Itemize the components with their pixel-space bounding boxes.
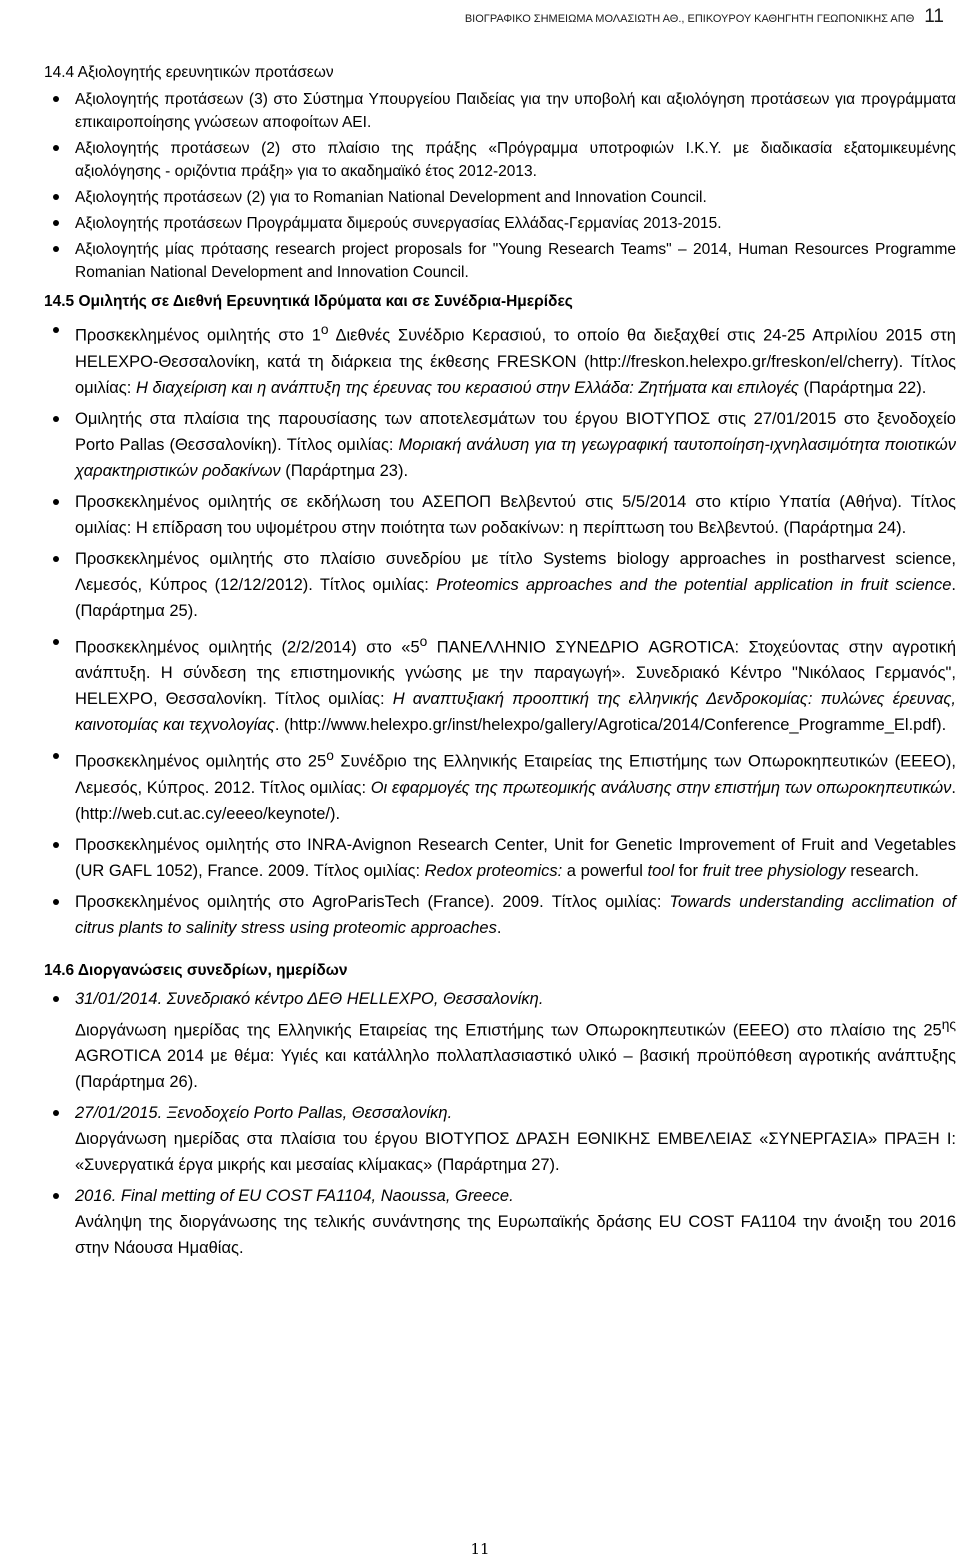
event-date: 27/01/2015. Ξενοδοχείο Porto Pallas, Θεσσαλονίκη. (75, 1104, 453, 1122)
running-header (465, 6, 944, 28)
list-item: Προσκεκλημένος ομιλητής στο INRA-Avignon Research Center, Unit for Genetic Improvement of Fruit and Vegetables (UR GAFL 1052), France. 2009. Τίτλος ομιλίας: Redox proteomics: a powerful tool for fruit tree physiology research. (44, 832, 956, 884)
header-page-number: 11 (924, 6, 944, 27)
list-item: Ομιλητής στα πλαίσια της παρουσίασης των αποτελεσμάτων του έργου ΒΙΟΤΥΠΟΣ στις 27/01/2015 στο ξενοδοχείο Porto Pallas (Θεσσαλονίκη). Τίτλος ομιλίας: Μοριακή ανάλυση για τη γεωγραφική ταυτοποίηση-ιχνηλασιμότητα ποιοτικών χαρακτηριστικών ροδακίνων (Παράρτημα 23). (44, 406, 956, 484)
list-item: 2016. Final metting of EU COST FA1104, Naoussa, Greece. Ανάληψη της διοργάνωσης της τελικής συνάντησης της Ευρωπαϊκής δράσης EU COST FA1104 την άνοιξη του 2016 στην Νάουσα Ημαθίας. (44, 1183, 956, 1261)
list-item: Προσκεκλημένος ομιλητής στο AgroParisTech (France). 2009. Τίτλος ομιλίας: Towards understanding acclimation of citrus plants to salinity stress using proteomic approaches. (44, 889, 956, 941)
event-date: 2016. Final metting of EU COST FA1104, Naoussa, Greece. (75, 1187, 514, 1205)
list-item: Προσκεκλημένος ομιλητής (2/2/2014) στο «$5^o$ ΠΑΝΕΛΛΗΝΙΟ ΣΥΝΕΔΡΙΟ AGROTICA: Στοχεύοντας στην αγροτική ανάπτυξη. Η σύνδεση της επιστημονικής γνώσης με την παραγωγή». Συνεδριακό Κέντρο "Νικόλαος Γερμανός", HELEXPO, Θεσσαλονίκη. Τίτλος ομιλίας: Η αναπτυξιακή προοπτική της ελληνικής Δενδροκομίας: πυλώνες έρευνας, καινοτομίας και τεχνολογίας. (http://www.helexpo.gr/inst/helexpo/gallery/Agrotica/2014/Conference_Programme_El.pdf). (44, 629, 956, 739)
list-item: Αξιολογητής προτάσεων Προγράμματα διμερούς συνεργασίας Ελλάδας-Γερμανίας 2013-2015. (44, 212, 956, 235)
talks-list (44, 317, 956, 941)
events-list (44, 986, 956, 1262)
section-heading-14-5: 14.5 Ομιλητής σε Διεθνή Ερευνητικά Ιδρύματα και σε Συνέδρια-Ημερίδες (44, 293, 573, 310)
list-item: Αξιολογητής προτάσεων (2) για το Romanian National Development and Innovation Council. (44, 186, 956, 209)
list-item: Αξιολογητής προτάσεων (2) στο πλαίσιο της πράξης «Πρόγραμμα υποτροφιών Ι.Κ.Υ. με διαδικασία εξατομικευμένης αξιολόγησης - οριζόντια πράξη» για το ακαδημαϊκό έτος 2012-2013. (44, 137, 956, 183)
list-item: Προσκεκλημένος ομιλητής στο πλαίσιο συνεδρίου με τίτλο Systems biology approaches in postharvest science, Λεμεσός, Κύπρος (12/12/2012). Τίτλος ομιλίας: Proteomics approaches and the potential application in fruit science. (Παράρτημα 25). (44, 546, 956, 624)
list-item: Προσκεκλημένος ομιλητής στο $25^o$ Συνέδριο της Ελληνικής Εταιρείας της Επιστήμης των Οπωροκηπευτικών (ΕΕΕΟ), Λεμεσός, Κύπρος. 2012. Τίτλος ομιλίας: Οι εφαρμογές της πρωτεομικής ανάλυσης στην επιστήμη των οπωροκηπευτικών. (http://web.cut.ac.cy/eeeo/keynote/). (44, 743, 956, 827)
list-item: Προσκεκλημένος ομιλητής στο $1^o$ Διεθνές Συνέδριο Κερασιού, το οποίο θα διεξαχθεί στις 24-25 Απριλίου 2015 στη HELEXPO-Θεσσαλονίκη, κατά τη διάρκεια της έκθεσης FRESKON (http://freskon.helexpo.gr/freskon/el/cherry). Τίτλος ομιλίας: Η διαχείριση και η ανάπτυξη της έρευνας του κερασιού στην Ελλάδα: Ζητήματα και επιλογές (Παράρτημα 22). (44, 317, 956, 401)
reviewer-list (44, 88, 956, 284)
list-item: Αξιολογητής προτάσεων (3) στο Σύστημα Υπουργείου Παιδείας για την υποβολή και αξιολόγηση προτάσεων για προγράμματα επικαιροποίησης γνώσεων αποφοίτων ΑΕΙ. (44, 88, 956, 134)
event-date: 31/01/2014. Συνεδριακό κέντρο ΔΕΘ HELLEXPO, Θεσσαλονίκη. (75, 989, 544, 1008)
section-heading-14-6: 14.6 Διοργανώσεις συνεδρίων, ημερίδων (44, 961, 348, 979)
list-item: Προσκεκλημένος ομιλητής σε εκδήλωση του ΑΣΕΠΟΠ Βελβεντού στις 5/5/2014 στο κτίριο Υπατία (Αθήνα). Τίτλος ομιλίας: Η επίδραση του υψομέτρου στην ποιότητα των ροδακίνων: η περίπτωση του Βελβεντού. (Παράρτημα 24). (44, 489, 956, 541)
list-item: Αξιολογητής μίας πρότασης research project proposals for "Young Research Teams" – 2014, Human Resources Programme Romanian National Development and Innovation Council. (44, 238, 956, 284)
page-content (44, 64, 956, 1266)
list-item: 31/01/2014. Συνεδριακό κέντρο ΔΕΘ HELLEXPO, Θεσσαλονίκη. Διοργάνωση ημερίδας της Ελληνικής Εταιρείας της Επιστήμης των Οπωροκηπευτικών (ΕΕΕΟ) στο πλαίσιο της $25^{\eta\varsigma}$ AGROTICA 2014 με θέμα: Υγιές και κατάλληλο πολλαπλασιαστικό υλικό – βασική προϋπόθεση αγροτικής ανάπτυξης (Παράρτημα 26). (44, 986, 956, 1096)
footer-page-number: 11 (470, 1540, 490, 1558)
list-item: 27/01/2015. Ξενοδοχείο Porto Pallas, Θεσσαλονίκη. Διοργάνωση ημερίδας στα πλαίσια του έργου ΒΙΟΤΥΠΟΣ ΔΡΑΣΗ ΕΘΝΙΚΗΣ ΕΜΒΕΛΕΙΑΣ «ΣΥΝΕΡΓΑΣΙΑ» ΠΡΑΞΗ Ι: «Συνεργατικά έργα μικρής και μεσαίας κλίμακας» (Παράρτημα 27). (44, 1100, 956, 1178)
header-title: ΒΙΟΓΡΑΦΙΚΟ ΣΗΜΕΙΩΜΑ ΜΟΛΑΣΙΩΤΗ ΑΘ., ΕΠΙΚΟΥΡΟΥ ΚΑΘΗΓΗΤΗ ΓΕΩΠΟΝΙΚΗΣ ΑΠΘ (464, 13, 915, 25)
section-heading-14-4: 14.4 Αξιολογητής ερευνητικών προτάσεων (44, 64, 334, 81)
